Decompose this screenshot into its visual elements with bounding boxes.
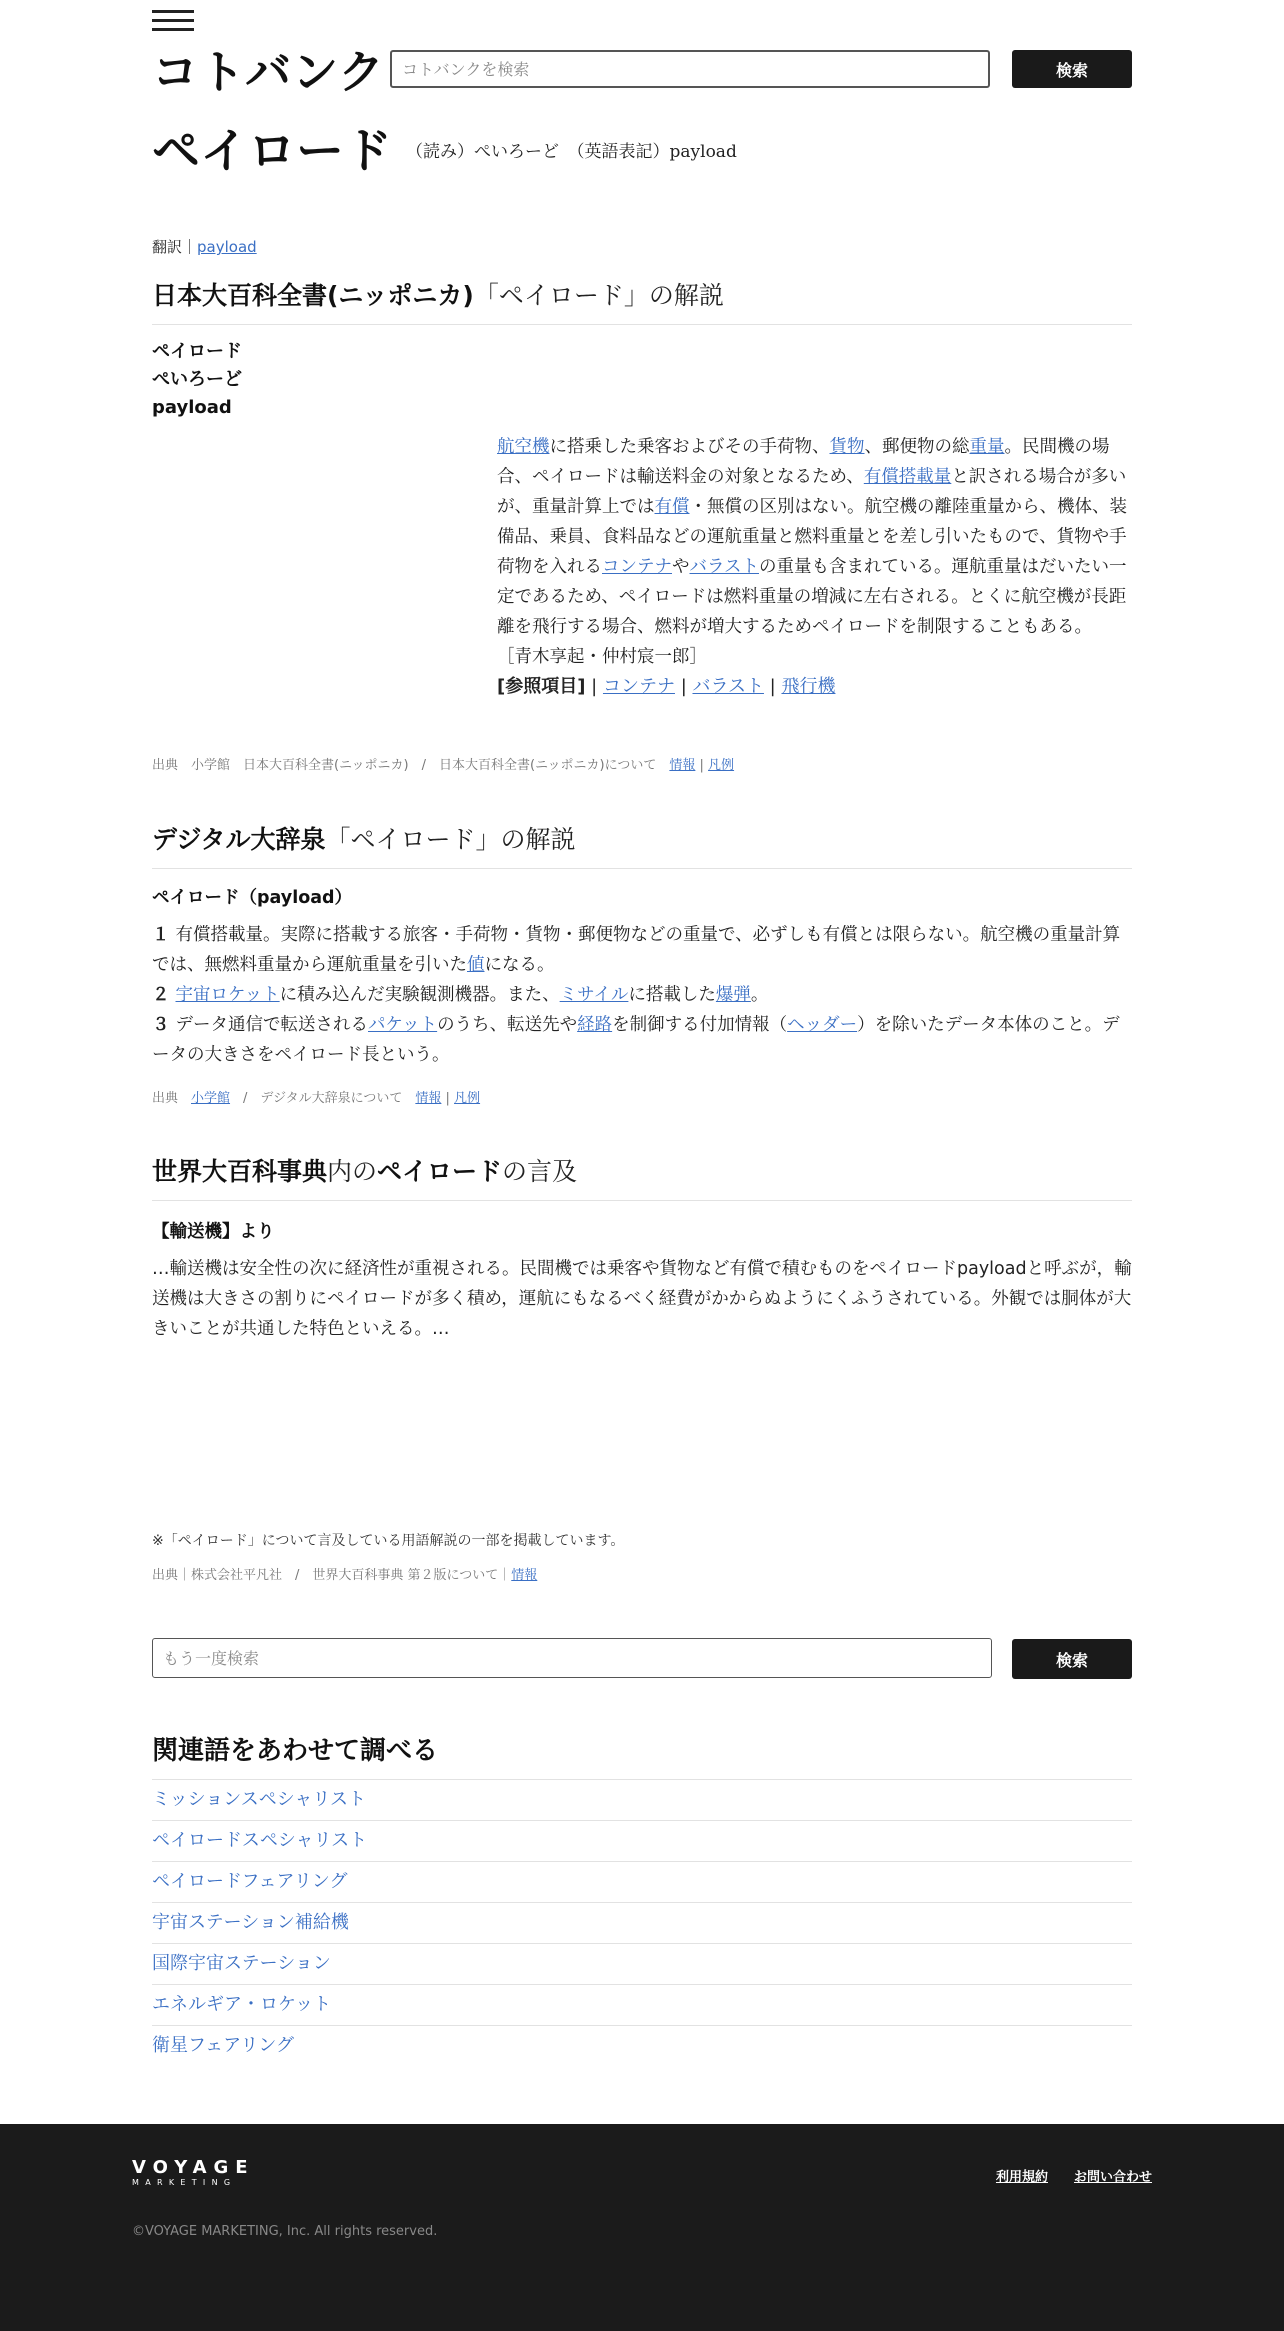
nipponica-body (497, 432, 1137, 702)
footer-logo[interactable] (132, 2158, 255, 2188)
body-link[interactable]: 重量 (969, 437, 1005, 457)
source-text: / デジタル大辞泉について (230, 1091, 416, 1106)
list-item (152, 1943, 1132, 1984)
daijisen-heading-source: デジタル大辞泉 (152, 825, 326, 854)
ref-link[interactable]: コンテナ (602, 676, 675, 697)
body-link[interactable]: 有償 (654, 497, 690, 517)
body-text: ・無償の区別はない。航空機の離陸重量から、機体、装備品、乗員、食料品などの運航重量と燃料重量とを差し引いたもので、貨物や手荷物を入れる (497, 497, 1127, 577)
sekai-subheading: 【輸送機】より (152, 1222, 275, 1242)
definition-text: データ通信で転送される (175, 1015, 368, 1035)
body-text: に搭乗した乗客およびその手荷物、 (549, 437, 830, 457)
nipponica-source: 出典 小学館 日本大百科全書(ニッポニカ) / 日本大百科全書(ニッポニカ)について 情報 | 凡例 (152, 758, 735, 773)
list-item (152, 2025, 1132, 2066)
definition-text: に搭載した (628, 985, 716, 1005)
source-text: 出典 (152, 1091, 192, 1106)
related-link[interactable]: 国際宇宙ステーション (152, 1953, 331, 1974)
mention-note: ※「ペイロード」について言及している用語解説の一部を掲載しています。 (152, 1533, 625, 1549)
source-text: 出典｜株式会社平凡社 / 世界大百科事典 第２版について｜ (152, 1568, 512, 1583)
related-link[interactable]: ミッションスペシャリスト (152, 1789, 367, 1810)
definition-link[interactable]: 値 (467, 955, 485, 975)
nipponica-headwords (152, 338, 242, 422)
definition-link[interactable]: パケット (368, 1015, 438, 1035)
body-text: 、郵便物の総 (864, 437, 970, 457)
footer-logo-line2: MARKETING (132, 2178, 237, 2187)
footer-links (970, 2166, 1152, 2185)
nipponica-heading-suffix: 「ペイロード」の解説 (473, 281, 724, 310)
page-title: ペイロード (152, 123, 393, 179)
definition-link[interactable]: ミサイル (559, 985, 629, 1005)
body-text: の重量も含まれている。運航重量はだいたい一定であるため、ペイロードは燃料重量の増減に左右される。とくに航空機が長距離を飛行する場合、燃料が増大するためペイロードを制限することもある。 (497, 557, 1127, 637)
body-link[interactable]: 航空機 (497, 437, 550, 457)
headword-reading: ぺいろーど (152, 369, 242, 390)
reference-items: [参照項目] | コンテナ | バラスト | 飛行機 (497, 676, 836, 697)
info-link[interactable]: 情報 (669, 758, 696, 773)
menu-icon[interactable] (152, 10, 194, 32)
body-link[interactable]: 貨物 (829, 437, 865, 457)
author: ［青木享起・仲村宸一郎］ (497, 647, 707, 667)
related-link[interactable]: エネルギア・ロケット (152, 1994, 332, 2015)
definition-link[interactable]: 宇宙ロケット (175, 985, 280, 1005)
sekai-heading (152, 1152, 1132, 1201)
list-item (152, 1861, 1132, 1902)
search-button[interactable]: 検索 (1012, 50, 1132, 88)
definition-link[interactable]: 爆弾 (715, 985, 751, 1005)
ref-link[interactable]: バラスト (692, 676, 764, 697)
definition-number: ２ (152, 985, 170, 1005)
nipponica-heading-source: 日本大百科全書(ニッポニカ) (152, 281, 474, 310)
refs-label: [参照項目] (497, 676, 586, 697)
related-link[interactable]: ペイロードスペシャリスト (152, 1830, 368, 1851)
legend-link[interactable]: 凡例 (708, 758, 735, 773)
translation-label: 翻訳｜ (152, 238, 198, 256)
daijisen-source: 出典 小学館 / デジタル大辞泉について 情報 | 凡例 (152, 1091, 481, 1106)
body-text: 。民間機の場合、ペイロードは輸送料金の対象となるため、 (497, 437, 1110, 487)
copyright: ©VOYAGE MARKETING, Inc. All rights reserved. (132, 2224, 438, 2239)
definition-text: のうち、転送先や (437, 1015, 578, 1035)
definition-text: 。 (750, 985, 769, 1005)
definition-text: を制御する付加情報（ (612, 1015, 788, 1035)
body-text: や (672, 557, 690, 577)
ref-link[interactable]: 飛行機 (781, 676, 836, 697)
publisher-link[interactable]: 小学館 (191, 1091, 231, 1106)
translation-line (152, 236, 257, 257)
site-logo[interactable]: コトバンク (152, 45, 386, 99)
definition-link[interactable]: ヘッダー (787, 1015, 858, 1035)
contact-link[interactable]: お問い合わせ (1073, 2170, 1152, 2185)
related-list (152, 1779, 1132, 2066)
body-link[interactable]: 有償搭載量 (863, 467, 952, 487)
list-item (152, 1902, 1132, 1943)
search-input[interactable] (390, 50, 990, 88)
related-link[interactable]: 衛星フェアリング (152, 2035, 295, 2056)
body-link[interactable]: コンテナ (602, 557, 672, 577)
translation-link[interactable]: payload (197, 238, 257, 256)
definition-link[interactable]: 経路 (577, 1015, 613, 1035)
search-again-input[interactable] (152, 1638, 992, 1678)
list-item (152, 1984, 1132, 2025)
definition-number: ３ (152, 1015, 170, 1035)
related-link[interactable]: 宇宙ステーション補給機 (152, 1912, 349, 1933)
sekai-body: …輸送機は安全性の次に経済性が重視される。民間機では乗客や貨物など有償で積むものをペイロードpayloadと呼ぶが，輸送機は大きさの割りにペイロードが多く積め，運航にもなるべく経費がかからぬようにくふうされている。外観では胴体が大きいことが共通した特色といえる。… (152, 1259, 1132, 1339)
definition-text: になる。 (484, 955, 555, 975)
definition-number: １ (152, 925, 170, 945)
daijisen-heading (152, 820, 1132, 869)
terms-link[interactable]: 利用規約 (995, 2170, 1048, 2185)
related-title: 関連語をあわせて調べる (152, 1736, 439, 1766)
entry-header (152, 118, 737, 184)
nipponica-heading (152, 276, 1132, 325)
footer-logo-line1: VOYAGE (132, 2157, 255, 2178)
headword: ペイロード (152, 341, 242, 362)
legend-link[interactable]: 凡例 (454, 1091, 481, 1106)
daijisen-body (152, 920, 1137, 1070)
daijisen-headword: ペイロード（payload） (152, 888, 353, 908)
related-link[interactable]: ペイロードフェアリング (152, 1871, 348, 1892)
heading-text: 内の (327, 1157, 378, 1186)
definition-text: に積み込んだ実験観測機器。また、 (279, 985, 560, 1005)
heading-term: ペイロード (377, 1157, 503, 1186)
definition-text: 有償搭載量。実際に搭載する旅客・手荷物・貨物・郵便物などの重量で、必ずしも有償とは限らない。航空機の重量計算では、無燃料重量から運航重量を引いた (152, 925, 1121, 975)
list-item (152, 1820, 1132, 1861)
info-link[interactable]: 情報 (415, 1091, 442, 1106)
entry-reading: （読み）ぺいろーど （英語表記）payload (406, 142, 737, 162)
search-again-button[interactable]: 検索 (1012, 1639, 1132, 1679)
body-link[interactable]: バラスト (689, 557, 759, 577)
footer (0, 2124, 1284, 2331)
heading-text: の言及 (502, 1157, 578, 1186)
daijisen-heading-suffix: 「ペイロード」の解説 (325, 825, 576, 854)
source-text: 出典 小学館 日本大百科全書(ニッポニカ) / 日本大百科全書(ニッポニカ)について (152, 758, 670, 773)
headword-english: payload (152, 397, 232, 418)
info-link[interactable]: 情報 (511, 1568, 538, 1583)
list-item (152, 1779, 1132, 1820)
body-text: と訳される場合が多いが、重量計算上では (497, 467, 1127, 517)
sekai-heading-source: 世界大百科事典 (152, 1157, 328, 1186)
sekai-source (152, 1564, 537, 1583)
definition-text: ）を除いたデータ本体のこと。データの大きさをペイロード長という。 (152, 1015, 1120, 1065)
